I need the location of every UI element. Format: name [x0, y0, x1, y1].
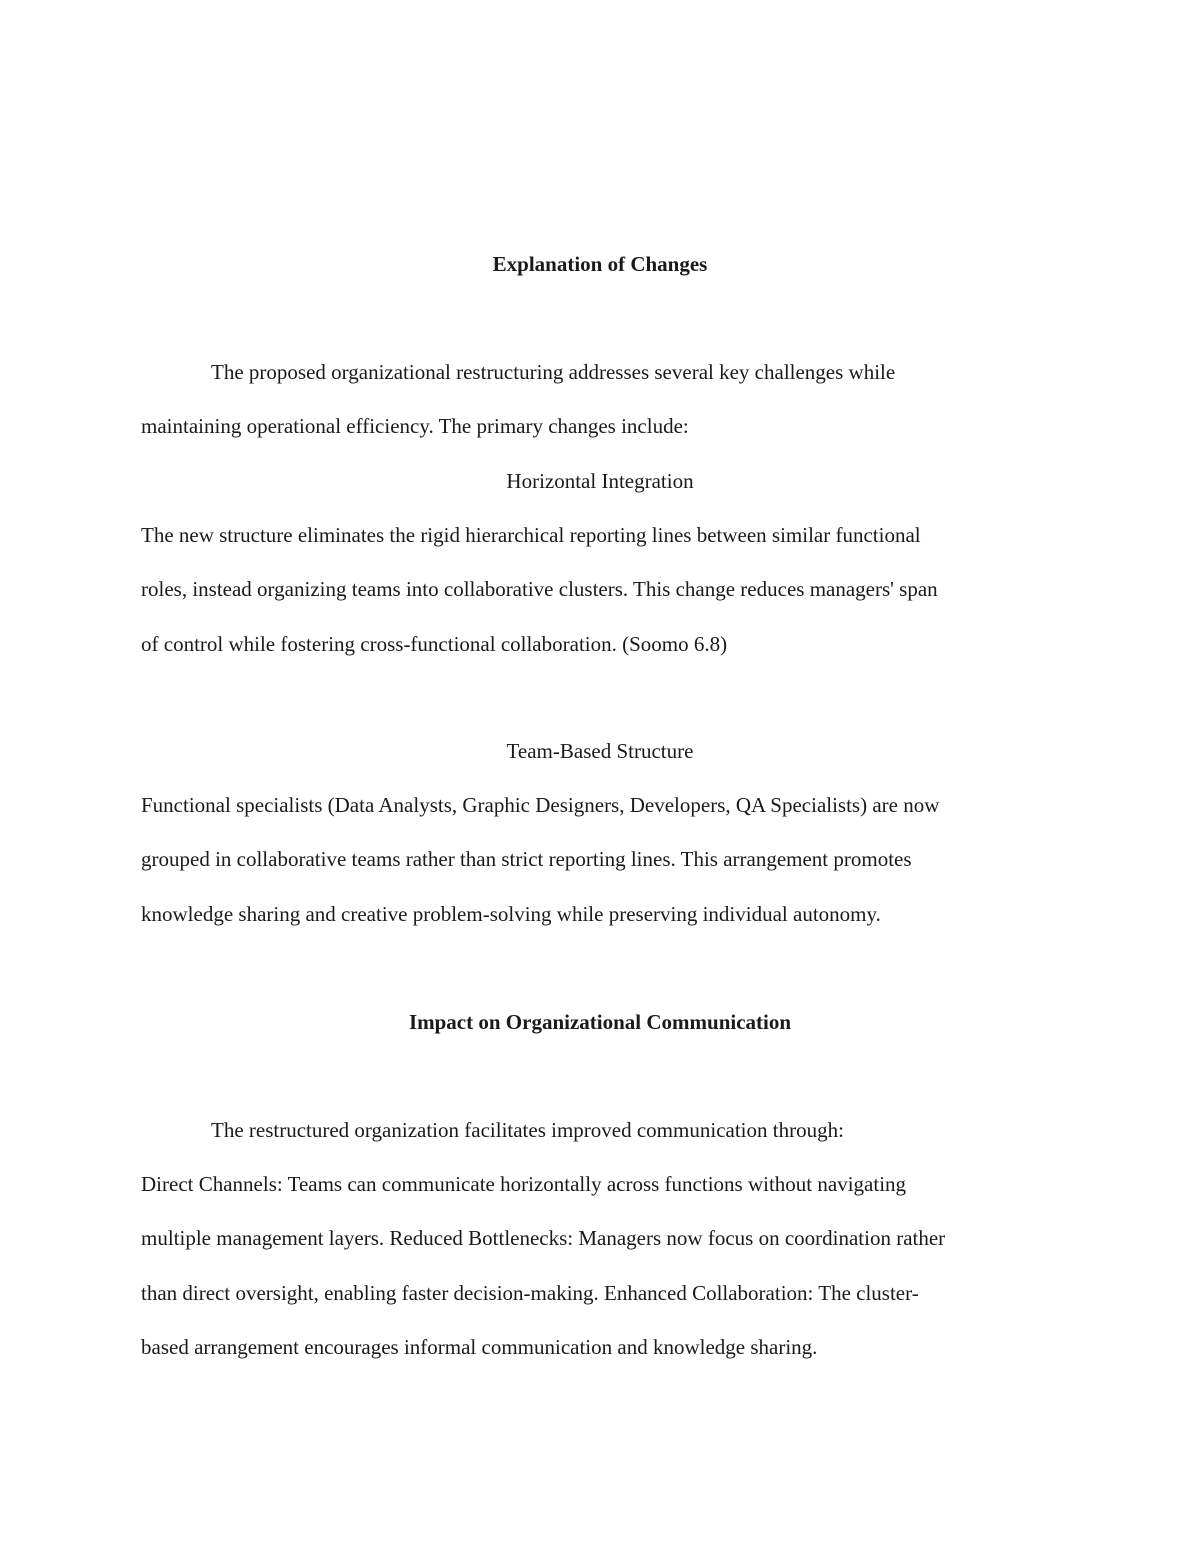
intro-line-2: maintaining operational efficiency. The primary changes include:: [141, 414, 689, 438]
section-heading-impact: Impact on Organizational Communication: [408, 1010, 792, 1034]
paragraph-1-line-1: The new structure eliminates the rigid hierarchical reporting lines between similar functional: [141, 523, 921, 547]
paragraph-3-line-2: multiple management layers. Reduced Bottlenecks: Managers now focus on coordination rather: [141, 1226, 946, 1250]
paragraph-1-line-3: of control while fostering cross-functional collaboration. (Soomo 6.8): [141, 632, 728, 656]
paragraph-1-line-2: roles, instead organizing teams into collaborative clusters. This change reduces managers' span: [141, 577, 938, 601]
subheading-horizontal-integration: Horizontal Integration: [506, 469, 694, 493]
paragraph-2-line-3: knowledge sharing and creative problem-solving while preserving individual autonomy.: [141, 902, 881, 926]
paragraph-3-line-3: than direct oversight, enabling faster decision-making. Enhanced Collaboration: The cluster-: [141, 1281, 919, 1305]
paragraph-2-line-2: grouped in collaborative teams rather than strict reporting lines. This arrangement promotes: [141, 847, 912, 871]
section-heading-explanation: Explanation of Changes: [492, 252, 708, 276]
paragraph-2-line-1: Functional specialists (Data Analysts, Graphic Designers, Developers, QA Specialists) are now: [141, 793, 940, 817]
subheading-team-based-structure: Team-Based Structure: [506, 739, 694, 763]
intro-line-1: The proposed organizational restructuring addresses several key challenges while: [211, 360, 896, 384]
paragraph-3-line-4: based arrangement encourages informal communication and knowledge sharing.: [141, 1335, 818, 1359]
paragraph-3-intro: The restructured organization facilitates improved communication through:: [211, 1118, 844, 1142]
paragraph-3-line-1: Direct Channels: Teams can communicate horizontally across functions without navigating: [141, 1172, 907, 1196]
